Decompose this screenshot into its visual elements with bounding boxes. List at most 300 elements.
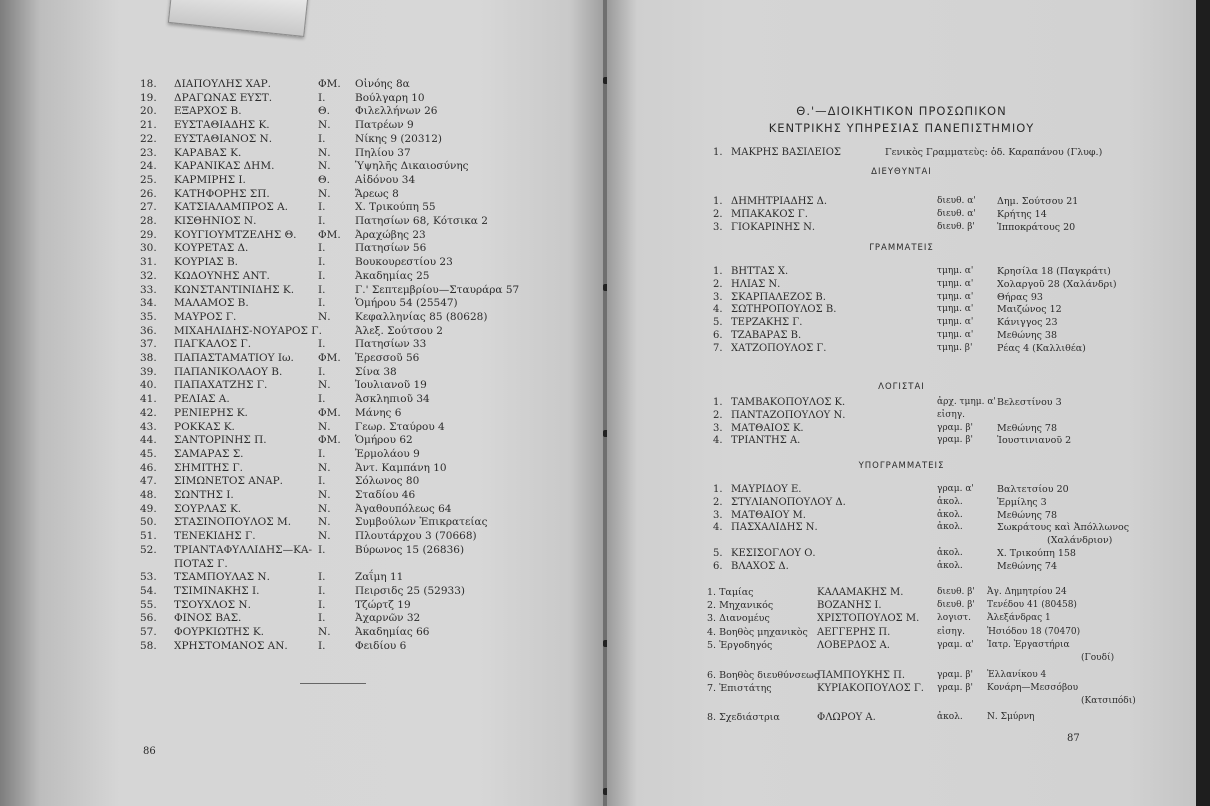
row-faculty: Ι. [318,571,326,584]
row-rank: διευθ. α' [937,208,976,219]
row-address: Φιλελλήνων 26 [355,105,438,118]
row-faculty: Ν. [318,502,331,515]
list-item [607,265,1196,278]
row-address: Ἐρεσσοῦ 56 [355,352,420,364]
row-number: 1. [713,196,723,207]
row-address: Ὑψηλῆς Δικαιοσύνης [355,160,469,173]
list-item [0,147,606,160]
row-address: Θήρας 93 [997,291,1043,303]
row-name: ΚΩΝΣΤΑΝΤΙΝΙΔΗΣ Κ. [174,283,295,296]
row-name: ΒΟΖΑΝΗΣ Ι. [817,600,882,611]
row-name: ΕΥΣΤΑΘΙΑΝΟΣ Ν. [174,132,273,145]
row-address: Πατρέων 9 [355,119,414,132]
row-address: Ἰουλιανοῦ 19 [355,379,427,392]
row-number: 52. [140,543,157,556]
row-role: 8. Σχεδιάστρια [707,712,780,723]
row-name: ΜΑΛΑΜΟΣ Β. [174,297,249,310]
row-address: Ἐρμίλης 3 [997,496,1047,508]
row-name: ΛΟΒΕΡΔΟΣ Α. [817,640,890,651]
row-address: Πατησίων 68, Κότσικα 2 [355,215,488,227]
row-name: ΣΟΥΡΛΑΣ Κ. [174,502,242,515]
list-item [607,547,1196,560]
row-address: Βύρωνος 15 (26836) [355,543,465,556]
list-item [607,496,1196,509]
row-faculty: Ι. [318,639,326,652]
row-faculty: Ν. [318,379,331,392]
row-number: 39. [140,365,157,378]
list-item [607,195,1196,208]
row-name: ΕΞΑΡΧΟΣ Β. [174,105,242,118]
row-address: Ἀκαδημίας 25 [355,269,430,282]
section-heading: ΛΟΓΙΣΤΑΙ [878,382,925,392]
row-name: ΠΑΠΑΧΑΤΖΗΣ Γ. [174,379,268,392]
row-number: 41. [140,393,157,406]
row-name: ΗΛΙΑΣ Ν. [731,278,781,290]
row-number: 27. [140,201,157,214]
row-faculty: Θ. [318,105,330,118]
list-item [0,462,606,475]
row-number: 3. [713,509,723,521]
list-item [0,516,606,529]
row-number: 26. [140,187,157,200]
row-number: 29. [140,228,157,241]
row-address: Γεωρ. Σταύρου 4 [355,420,445,433]
row-number: 22. [140,132,157,145]
row-rank: τμημ. α' [937,291,974,302]
row-rank: τμημ. β' [937,342,973,353]
row-rank: λογιστ. [937,613,972,623]
row-rank: ἀκολ. [937,522,963,533]
list-item [0,78,606,91]
row-number: 3. [713,291,723,303]
row-rank: ἀρχ. τμημ. α' [937,397,996,407]
section-heading: ΔΙΕΥΘΥΝΤΑΙ [871,167,932,177]
row-faculty: Ι. [318,215,326,227]
row-rank: γραμ. α' [937,640,974,650]
row-number: 48. [140,489,157,501]
row-name: ΚΑΤΗΦΟΡΗΣ ΣΠ. [174,187,270,200]
row-name: ΤΣΑΜΠΟΥΛΑΣ Ν. [174,571,270,584]
row-faculty: Θ. [318,173,330,186]
row-rank: γραμ. β' [937,422,973,433]
row-address: Ἀκαδημίας 66 [355,626,430,638]
row-name: ΣΩΝΤΗΣ Ι. [174,489,234,501]
row-number: 4. [713,304,723,316]
row-rank: γραμ. α' [937,484,974,494]
row-address: Δημ. Σούτσου 21 [997,196,1079,207]
row-name: ΚΟΥΡΙΑΣ Β. [174,256,238,269]
title-line-2: ΚΕΝΤΡΙΚΗΣ ΥΠΗΡΕΣΙΑΣ ΠΑΝΕΠΙΣΤΗΜΙΟΥ [768,121,1035,135]
list-item [607,682,1196,695]
list-item [607,599,1196,612]
row-number: 2. [713,409,723,421]
list-item [0,297,606,310]
row-number: 1. [713,147,723,158]
row-faculty: Ν. [318,160,331,173]
row-faculty: Ν. [318,516,331,529]
row-address: Χ. Τρικούπη 55 [355,201,436,214]
list-item [0,475,606,488]
page-tab-marker [168,0,309,37]
row-faculty: Ν. [318,119,331,132]
row-address: Ζαΐμη 11 [355,571,404,584]
list-item [607,303,1196,316]
row-address: Μεθώνης 74 [997,560,1058,572]
row-faculty: ΦΜ. [318,434,341,447]
row-number: 1. [713,266,723,277]
row-number: 31. [140,256,157,269]
row-number: 5. [713,548,723,559]
list-item [0,133,606,146]
list-item [607,316,1196,329]
row-name: ΣΚΑΡΠΑΛΕΖΟΣ Β. [731,291,826,303]
list-item [607,483,1196,496]
row-number: 49. [140,502,157,515]
row-number: 47. [140,475,157,488]
row-number: 6. [713,560,723,572]
row-number: 21. [140,119,157,132]
row-address: Πηλίου 37 [355,146,411,159]
row-number: 30. [140,242,157,255]
row-name: ΑΕΓΓΕΡΗΣ Π. [817,627,891,638]
row-name: ΕΥΣΤΑΘΙΑΔΗΣ Κ. [174,119,270,132]
row-address: Σωκράτους καὶ Ἀπόλλωνος [997,522,1130,534]
row-rank: διευθ. β' [937,587,975,597]
row-name: ΣΑΝΤΟΡΙΝΗΣ Π. [174,434,267,447]
list-item [0,174,606,187]
row-name: ΜΑΚΡΗΣ ΒΑΣΙΛΕΙΟΣ [731,147,841,158]
row-number: 20. [140,105,157,118]
list-item [0,338,606,351]
row-name: ΚΙΣΘΗΝΙΟΣ Ν. [174,215,257,227]
list-item [0,599,606,612]
row-name: ΚΑΡΜΙΡΗΣ Ι. [174,173,246,186]
row-role: 2. Μηχανικός [707,600,774,611]
row-faculty: ΦΜ. [318,78,341,90]
list-item [0,434,606,447]
row-name: ΜΑΤΘΑΙΟΥ Μ. [731,509,806,521]
row-address: Αἰδόνου 34 [355,173,416,186]
row-faculty: Ι. [318,612,326,625]
row-rank: εἰσηγ. [937,627,965,637]
row-name: ΡΕΝΙΕΡΗΣ Κ. [174,406,248,419]
row-name: ΤΡΙΑΝΤΑΦΥΛΛΙΔΗΣ—ΚΑ- [174,543,313,556]
row-name: ΚΑΡΑΒΑΣ Κ. [174,146,242,159]
row-name: ΧΡΗΣΤΟΜΑΝΟΣ ΑΝ. [174,639,288,652]
row-address: Χολαργοῦ 28 (Χαλάνδρι) [997,278,1117,290]
list-item [607,586,1196,599]
row-name: ΠΑΝΤΑΖΟΠΟΥΛΟΥ Ν. [731,409,846,421]
row-number: 24. [140,160,157,173]
row-name: ΤΕΝΕΚΙΔΗΣ Γ. [174,530,256,543]
row-name: ΣΙΜΩΝΕΤΟΣ ΑΝΑΡ. [174,475,284,488]
row-number: 6. [713,330,723,341]
row-address: (Γουδί) [1081,653,1115,663]
row-address: Μεθώνης 38 [997,330,1058,341]
list-item [0,242,606,255]
row-role: 5. Ἐργοδηγός [707,640,773,651]
row-rank: τμημ. α' [937,278,974,289]
row-faculty: Ι. [318,132,326,145]
row-address: Γ.' Σεπτεμβρίου—Σταυράρα 57 [355,283,520,296]
row-name: ΡΟΚΚΑΣ Κ. [174,420,235,433]
list-item [0,105,606,118]
row-rank: γραμ. β' [937,670,973,680]
row-name: ΣΤΥΛΙΑΝΟΠΟΥΛΟΥ Δ. [731,496,846,508]
row-name: ΡΕΛΙΑΣ Α. [174,393,230,406]
row-faculty: ΦΜ. [318,406,341,419]
list-item [0,201,606,214]
row-address: Μαιζώνος 12 [997,304,1062,316]
list-item [607,291,1196,304]
row-faculty: Ι. [318,201,326,214]
row-name: ΣΗΜΙΤΗΣ Γ. [174,461,244,474]
row-number: 4. [713,435,723,447]
row-faculty: Ι. [318,475,326,488]
row-number: 19. [140,91,157,104]
row-name: ΓΙΟΚΑΡΙΝΗΣ Ν. [731,221,816,233]
row-address: Ἡσιόδου 18 (70470) [987,627,1081,637]
row-number: 44. [140,434,157,447]
row-number: 50. [140,516,157,529]
row-faculty: Ν. [318,310,331,323]
list-item [0,188,606,201]
row-faculty: Ι. [318,447,326,460]
row-number: 56. [140,612,157,625]
list-item [607,560,1196,573]
row-number: 58. [140,639,157,652]
list-item [607,652,1196,665]
row-number: 7. [713,342,723,354]
list-item [0,379,606,392]
row-number: 18. [140,78,157,90]
list-item [607,695,1196,708]
row-address: Ἐρμολάου 9 [355,447,420,460]
row-faculty: Ι. [318,91,326,104]
row-address: Κονάρη—Μεσσόβου [987,683,1079,693]
row-name: ΚΑΛΑΜΑΚΗΣ Μ. [817,587,904,598]
row-address: Ἀντ. Καμπάνη 10 [355,461,447,474]
row-faculty: Ι. [318,598,326,611]
row-name: ΣΑΜΑΡΑΣ Σ. [174,447,244,460]
page-number-left: 86 [143,746,156,757]
row-address: Ν. Σμύρνη [987,712,1035,722]
director-row [607,146,1196,159]
row-address: Ἰατρ. Ἐργαστήρια [987,640,1070,650]
list-item [0,612,606,625]
list-item [607,521,1196,534]
row-address: Ἀλεξάνδρας 1 [987,613,1051,623]
row-name: ΠΑΠΑΝΙΚΟΛΑΟΥ Β. [174,365,283,378]
row-rank: τμημ. α' [937,317,974,328]
list-item [607,639,1196,652]
row-address: Μεθώνης 78 [997,509,1058,521]
row-name: ΤΖΑΒΑΡΑΣ Β. [731,330,802,341]
list-item [607,329,1196,342]
row-rank: ἀκολ. [937,509,963,520]
row-faculty: ΦΜ. [318,352,341,364]
row-address: Ἀχαρνῶν 32 [355,612,421,625]
list-item [0,544,606,557]
row-address: Ὁμήρου 54 (25547) [355,297,458,310]
row-rank: ἀκολ. [937,560,963,571]
row-faculty: ΦΜ. [318,228,341,241]
row-address: Ἀραχώβης 23 [355,228,426,241]
row-name: ΦΛΩΡΟΥ Α. [817,712,876,723]
row-name: ΜΑΤΘΑΙΟΣ Κ. [731,422,804,434]
row-faculty: Ι. [318,283,326,296]
list-item [607,509,1196,522]
row-faculty: Ν. [318,461,331,474]
row-name: ΤΣΙΜΙΝΑΚΗΣ Ι. [174,584,260,597]
row-address: Ἀσκληπιοῦ 34 [355,393,430,406]
row-name: ΦΙΝΟΣ ΒΑΣ. [174,612,242,625]
list-item [0,489,606,502]
row-rank: γραμ. β' [937,435,973,446]
book-edge [1196,0,1210,806]
row-faculty: Ι. [318,365,326,378]
row-rank: ἀκολ. [937,548,963,558]
list-item [0,92,606,105]
row-name: ΔΡΑΓΩΝΑΣ ΕΥΣΤ. [174,91,273,104]
row-number: 1. [713,484,723,495]
title-line-1: Θ.'—ΔΙΟΙΚΗΤΙΚΟΝ ΠΡΟΣΩΠΙΚΟΝ [796,104,1007,118]
row-number: 3. [713,422,723,434]
section-heading: ΥΠΟΓΡΑΜΜΑΤΕΙΣ [858,461,945,471]
list-item [0,215,606,228]
list-item [607,208,1196,221]
row-name: ΚΟΥΡΕΤΑΣ Δ. [174,242,249,255]
row-rank: ἀκολ. [937,496,963,507]
list-item [607,221,1196,234]
row-number: 54. [140,584,157,597]
row-info: Γενικὸς Γραμματεὺς: ὁδ. Καραπάνου (Γλυφ.) [885,147,1103,158]
row-name: ΠΑΠΑΣΤΑΜΑΤΙΟΥ Ιω. [174,352,294,364]
row-name: ΠΑΣΧΑΛΙΔΗΣ Ν. [731,522,818,534]
right-page [607,0,1196,806]
row-role: 6. Βοηθὸς διευθύνσεως [707,670,820,681]
row-number: 57. [140,626,157,638]
row-address: Οἰνόης 8α [355,78,410,90]
row-faculty: Ι. [318,256,326,269]
row-faculty: Ν. [318,146,331,159]
row-number: 28. [140,215,157,227]
list-item [0,558,606,571]
row-number: 2. [713,278,723,290]
row-address: Μεθώνης 78 [997,422,1058,434]
list-item [0,421,606,434]
row-address: Κρησίλα 18 (Παγκράτι) [997,266,1111,277]
row-faculty: Ι. [318,297,326,310]
row-name: ΣΩΤΗΡΟΠΟΥΛΟΣ Β. [731,304,837,316]
row-address: Χ. Τρικούπη 158 [997,548,1076,559]
list-item [607,278,1196,291]
row-name: ΚΑΡΑΝΙΚΑΣ ΔΗΜ. [174,160,275,173]
row-number: 38. [140,352,157,364]
row-name: ΒΛΑΧΟΣ Δ. [731,560,789,572]
row-name: ΚΥΡΙΑΚΟΠΟΥΛΟΣ Γ. [817,683,924,694]
row-faculty: Ι. [318,543,326,556]
row-name: ΔΙΑΠΟΥΛΗΣ ΧΑΡ. [174,78,271,90]
row-number: 4. [713,522,723,534]
list-item [607,534,1196,547]
row-address: Πατησίων 56 [355,242,427,255]
list-item [607,409,1196,422]
list-item [0,407,606,420]
row-name: ΚΑΤΣΙΑΛΑΜΠΡΟΣ Α. [174,201,289,214]
row-rank: διευθ. β' [937,600,975,610]
list-item [0,325,606,338]
row-number: 34. [140,297,157,310]
row-number: 32. [140,269,157,282]
row-address: Νίκης 9 (20312) [355,132,442,145]
row-rank: τμημ. α' [937,330,974,340]
row-address: Τενέδου 41 (80458) [987,600,1077,610]
row-number: 51. [140,530,157,543]
list-item [607,396,1196,409]
list-item [0,585,606,598]
row-address: Ὁμήρου 62 [355,434,413,447]
row-address: (Κατσιπόδι) [1081,696,1136,706]
row-number: 53. [140,571,157,584]
row-name: ΚΕΣΙΣΟΓΛΟΥ Ο. [731,548,816,559]
row-address: Ρέας 4 (Καλλιθέα) [997,342,1086,354]
row-faculty: Ν. [318,530,331,543]
row-address: Σταδίου 46 [355,489,416,501]
row-faculty: Ν. [318,187,331,200]
row-faculty: Ι. [318,242,326,255]
row-rank: τμημ. α' [937,266,974,276]
row-role: 7. Ἐπιστάτης [707,683,772,694]
row-name: ΣΤΑΣΙΝΟΠΟΥΛΟΣ Μ. [174,516,292,529]
row-faculty: Ι. [318,584,326,597]
row-rank: γραμ. β' [937,683,973,693]
row-address: Ἀγ. Δημητρίου 24 [987,587,1067,597]
row-name: ΧΡΙΣΤΟΠΟΥΛΟΣ Μ. [817,613,920,624]
row-faculty: Ι. [318,269,326,282]
list-item [0,571,606,584]
row-name: ΤΡΙΑΝΤΗΣ Α. [731,435,801,447]
row-rank: εἰσηγ. [937,409,965,420]
row-name: ΠΑΓΚΑΛΟΣ Γ. [174,338,252,351]
row-number: 37. [140,338,157,351]
row-faculty: Ν. [318,626,331,638]
row-address: Κρήτης 14 [997,208,1047,220]
row-name: ΤΕΡΖΑΚΗΣ Γ. [731,317,803,329]
row-name: ΒΗΤΤΑΣ Χ. [731,266,789,277]
list-item [0,270,606,283]
row-name: ΚΟΥΓΙΟΥΜΤΖΕΛΗΣ Θ. [174,228,297,241]
list-item [0,640,606,653]
row-address: Σόλωνος 80 [355,475,420,488]
list-item [0,256,606,269]
row-faculty: Ν. [318,489,331,501]
list-item [607,612,1196,625]
row-address: Ἀγαθουπόλεως 64 [355,502,452,515]
list-item [0,311,606,324]
row-address: (Χαλάνδριον) [1047,535,1113,547]
row-name: ΜΙΧΑΗΛΙΔΗΣ-ΝΟΥΑΡΟΣ Γ. [174,324,322,337]
row-address: Μάνης 6 [355,406,402,419]
row-address: Πειρσιδς 25 (52933) [355,584,466,597]
row-number: 40. [140,379,157,392]
list-item [607,711,1196,724]
row-role: 1. Ταμίας [707,587,754,598]
row-address: Ἱπποκράτους 20 [997,221,1076,233]
row-number: 55. [140,598,157,611]
row-name: ΜΑΥΡΟΣ Γ. [174,310,237,323]
row-name: ΠΑΜΠΟΥΚΗΣ Π. [817,670,906,681]
